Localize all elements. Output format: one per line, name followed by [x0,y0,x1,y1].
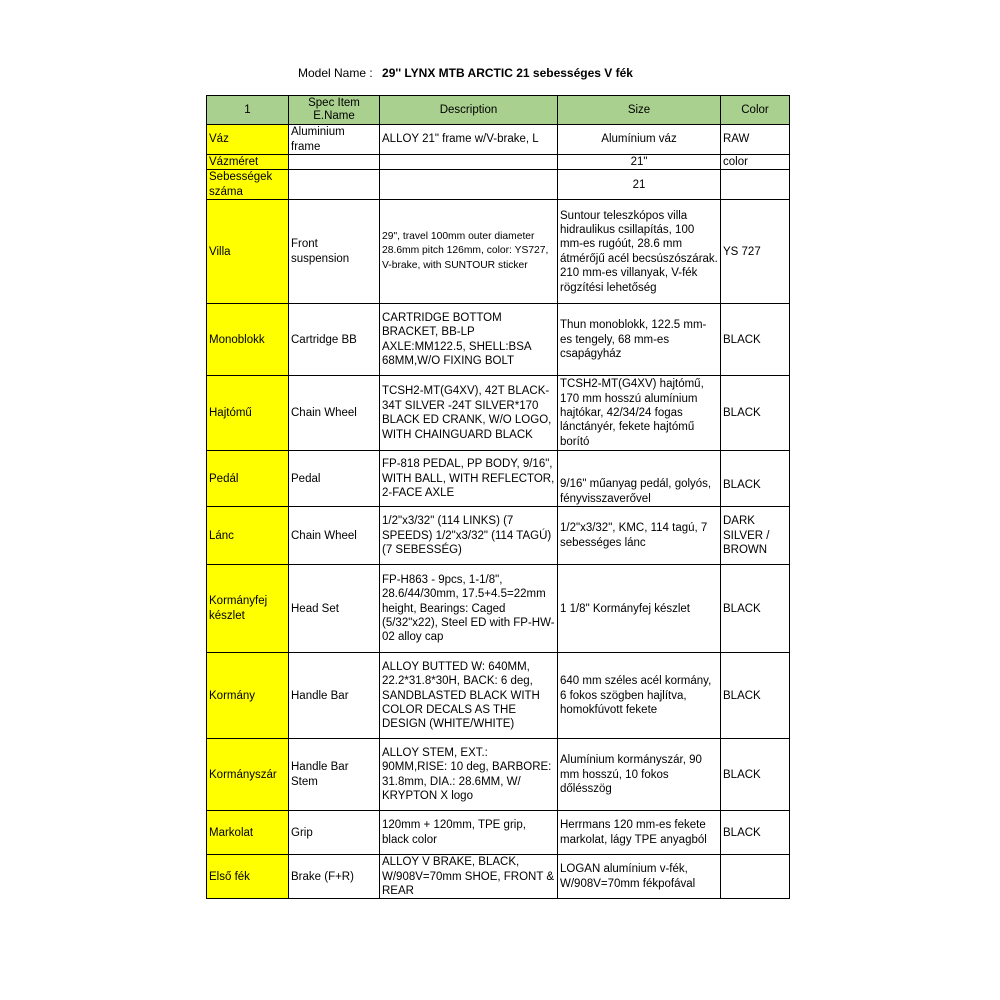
spec-table [206,95,790,899]
spec-item: Handle Bar [289,653,380,739]
part-name: Kormányfej készlet [207,565,289,653]
model-name-value: 29'' LYNX MTB ARCTIC 21 sebességes V fék [382,66,633,80]
description-cell: FP-818 PEDAL, PP BODY, 9/16", WITH BALL, WITH REFLECTOR, 2-FACE AXLE [380,451,558,507]
description-cell: ALLOY V BRAKE, BLACK, W/908V=70mm SHOE, FRONT & REAR [380,855,558,899]
part-name: Hajtómű [207,376,289,451]
spec-item: Aluminium frame [289,125,380,155]
part-name: Sebességek száma [207,170,289,200]
size-cell: Herrmans 120 mm-es fekete markolat, lágy TPE anyagból [558,811,721,855]
table-row [207,653,790,739]
size-cell: 1/2"x3/32", KMC, 114 tagú, 7 sebességes lánc [558,507,721,565]
table-row [207,170,790,200]
description-cell: 1/2"x3/32" (114 LINKS) (7 SPEEDS) 1/2"x3/32" (114 TAGÚ) (7 SEBESSÉG) [380,507,558,565]
model-name-label: Model Name : [298,66,373,80]
table-row [207,451,790,507]
part-name: Markolat [207,811,289,855]
description-cell: CARTRIDGE BOTTOM BRACKET, BB-LP AXLE:MM122.5, SHELL:BSA 68MM,W/O FIXING BOLT [380,304,558,376]
table-row [207,125,790,155]
spec-item: Front suspension [289,200,380,304]
size-cell: 9/16" műanyag pedál, golyós, fényvisszaverővel [558,451,721,507]
header-color: Color [721,96,790,125]
spec-item [289,170,380,200]
color-cell [721,170,790,200]
spec-item: Chain Wheel [289,376,380,451]
spec-item: Grip [289,811,380,855]
part-name: Váz [207,125,289,155]
part-name: Pedál [207,451,289,507]
table-row [207,507,790,565]
color-cell [721,855,790,899]
part-name: Kormány [207,653,289,739]
color-cell: BLACK [721,565,790,653]
table-row [207,155,790,170]
description-cell: ALLOY 21" frame w/V-brake, L [380,125,558,155]
color-cell: BLACK [721,653,790,739]
color-cell: BLACK [721,811,790,855]
table-row [207,200,790,304]
spec-item: Brake (F+R) [289,855,380,899]
header-description: Description [380,96,558,125]
header-spec-item [289,96,380,125]
header-index: 1 [207,96,289,125]
color-cell: color [721,155,790,170]
model-name-line [298,66,633,80]
part-name: Lánc [207,507,289,565]
size-cell: Alumínium kormányszár, 90 mm hosszú, 10 fokos dőlésszög [558,739,721,811]
part-name: Első fék [207,855,289,899]
spec-item: Handle Bar Stem [289,739,380,811]
description-cell [380,170,558,200]
table-row [207,739,790,811]
color-cell: DARK SILVER / BROWN [721,507,790,565]
description-cell: TCSH2-MT(G4XV), 42T BLACK-34T SILVER -24T SILVER*170 BLACK ED CRANK, W/O LOGO, WITH CHAINGUARD BLACK [380,376,558,451]
color-cell: BLACK [721,451,790,507]
table-header-row [207,96,790,125]
size-cell: 21" [558,155,721,170]
part-name: Villa [207,200,289,304]
description-cell: ALLOY BUTTED W: 640MM, 22.2*31.8*30H, BACK: 6 deg, SANDBLASTED BLACK WITH COLOR DECALS AS THE DESIGN (WHITE/WHITE) [380,653,558,739]
spec-item: Cartridge BB [289,304,380,376]
color-cell: YS 727 [721,200,790,304]
spec-item [289,155,380,170]
header-size: Size [558,96,721,125]
size-cell: 21 [558,170,721,200]
size-cell: LOGAN alumínium v-fék, W/908V=70mm fékpofával [558,855,721,899]
spec-item: Pedal [289,451,380,507]
description-cell [380,155,558,170]
color-cell: BLACK [721,304,790,376]
spec-item: Chain Wheel [289,507,380,565]
table-row [207,565,790,653]
description-cell: ALLOY STEM, EXT.: 90MM,RISE: 10 deg, BARBORE: 31.8mm, DIA.: 28.6MM, W/ KRYPTON X logo [380,739,558,811]
part-name: Monoblokk [207,304,289,376]
color-cell: RAW [721,125,790,155]
size-cell: Thun monoblokk, 122.5 mm-es tengely, 68 mm-es csapágyház [558,304,721,376]
description-cell: 120mm + 120mm, TPE grip, black color [380,811,558,855]
color-cell: BLACK [721,739,790,811]
table-row [207,304,790,376]
header-spec-item-text: Spec Item E.Name [308,97,360,122]
part-name: Kormányszár [207,739,289,811]
size-cell: Suntour teleszkópos villa hidraulikus csillapítás, 100 mm-es rugóút, 28.6 mm átmérőjű acél becsúszószárak. 210 mm-es villanyak, V-fék rögzítési lehetőség [558,200,721,304]
size-cell: 1 1/8" Kormányfej készlet [558,565,721,653]
spec-item: Head Set [289,565,380,653]
color-cell: BLACK [721,376,790,451]
size-cell: Alumínium váz [558,125,721,155]
table-row [207,855,790,899]
table-row [207,376,790,451]
description-cell: FP-H863 - 9pcs, 1-1/8", 28.6/44/30mm, 17.5+4.5=22mm height, Bearings: Caged (5/32"x22), Steel ED with FP-HW-02 alloy cap [380,565,558,653]
description-cell: 29", travel 100mm outer diameter 28.6mm pitch 126mm, color: YS727, V-brake, with SUNTOUR sticker [380,200,558,304]
size-cell: TCSH2-MT(G4XV) hajtómű, 170 mm hosszú alumínium hajtókar, 42/34/24 fogas lánctányér, fekete hajtómű borító [558,376,721,451]
size-cell: 640 mm széles acél kormány, 6 fokos szögben hajlítva, homokfúvott fekete [558,653,721,739]
table-row [207,811,790,855]
part-name: Vázméret [207,155,289,170]
